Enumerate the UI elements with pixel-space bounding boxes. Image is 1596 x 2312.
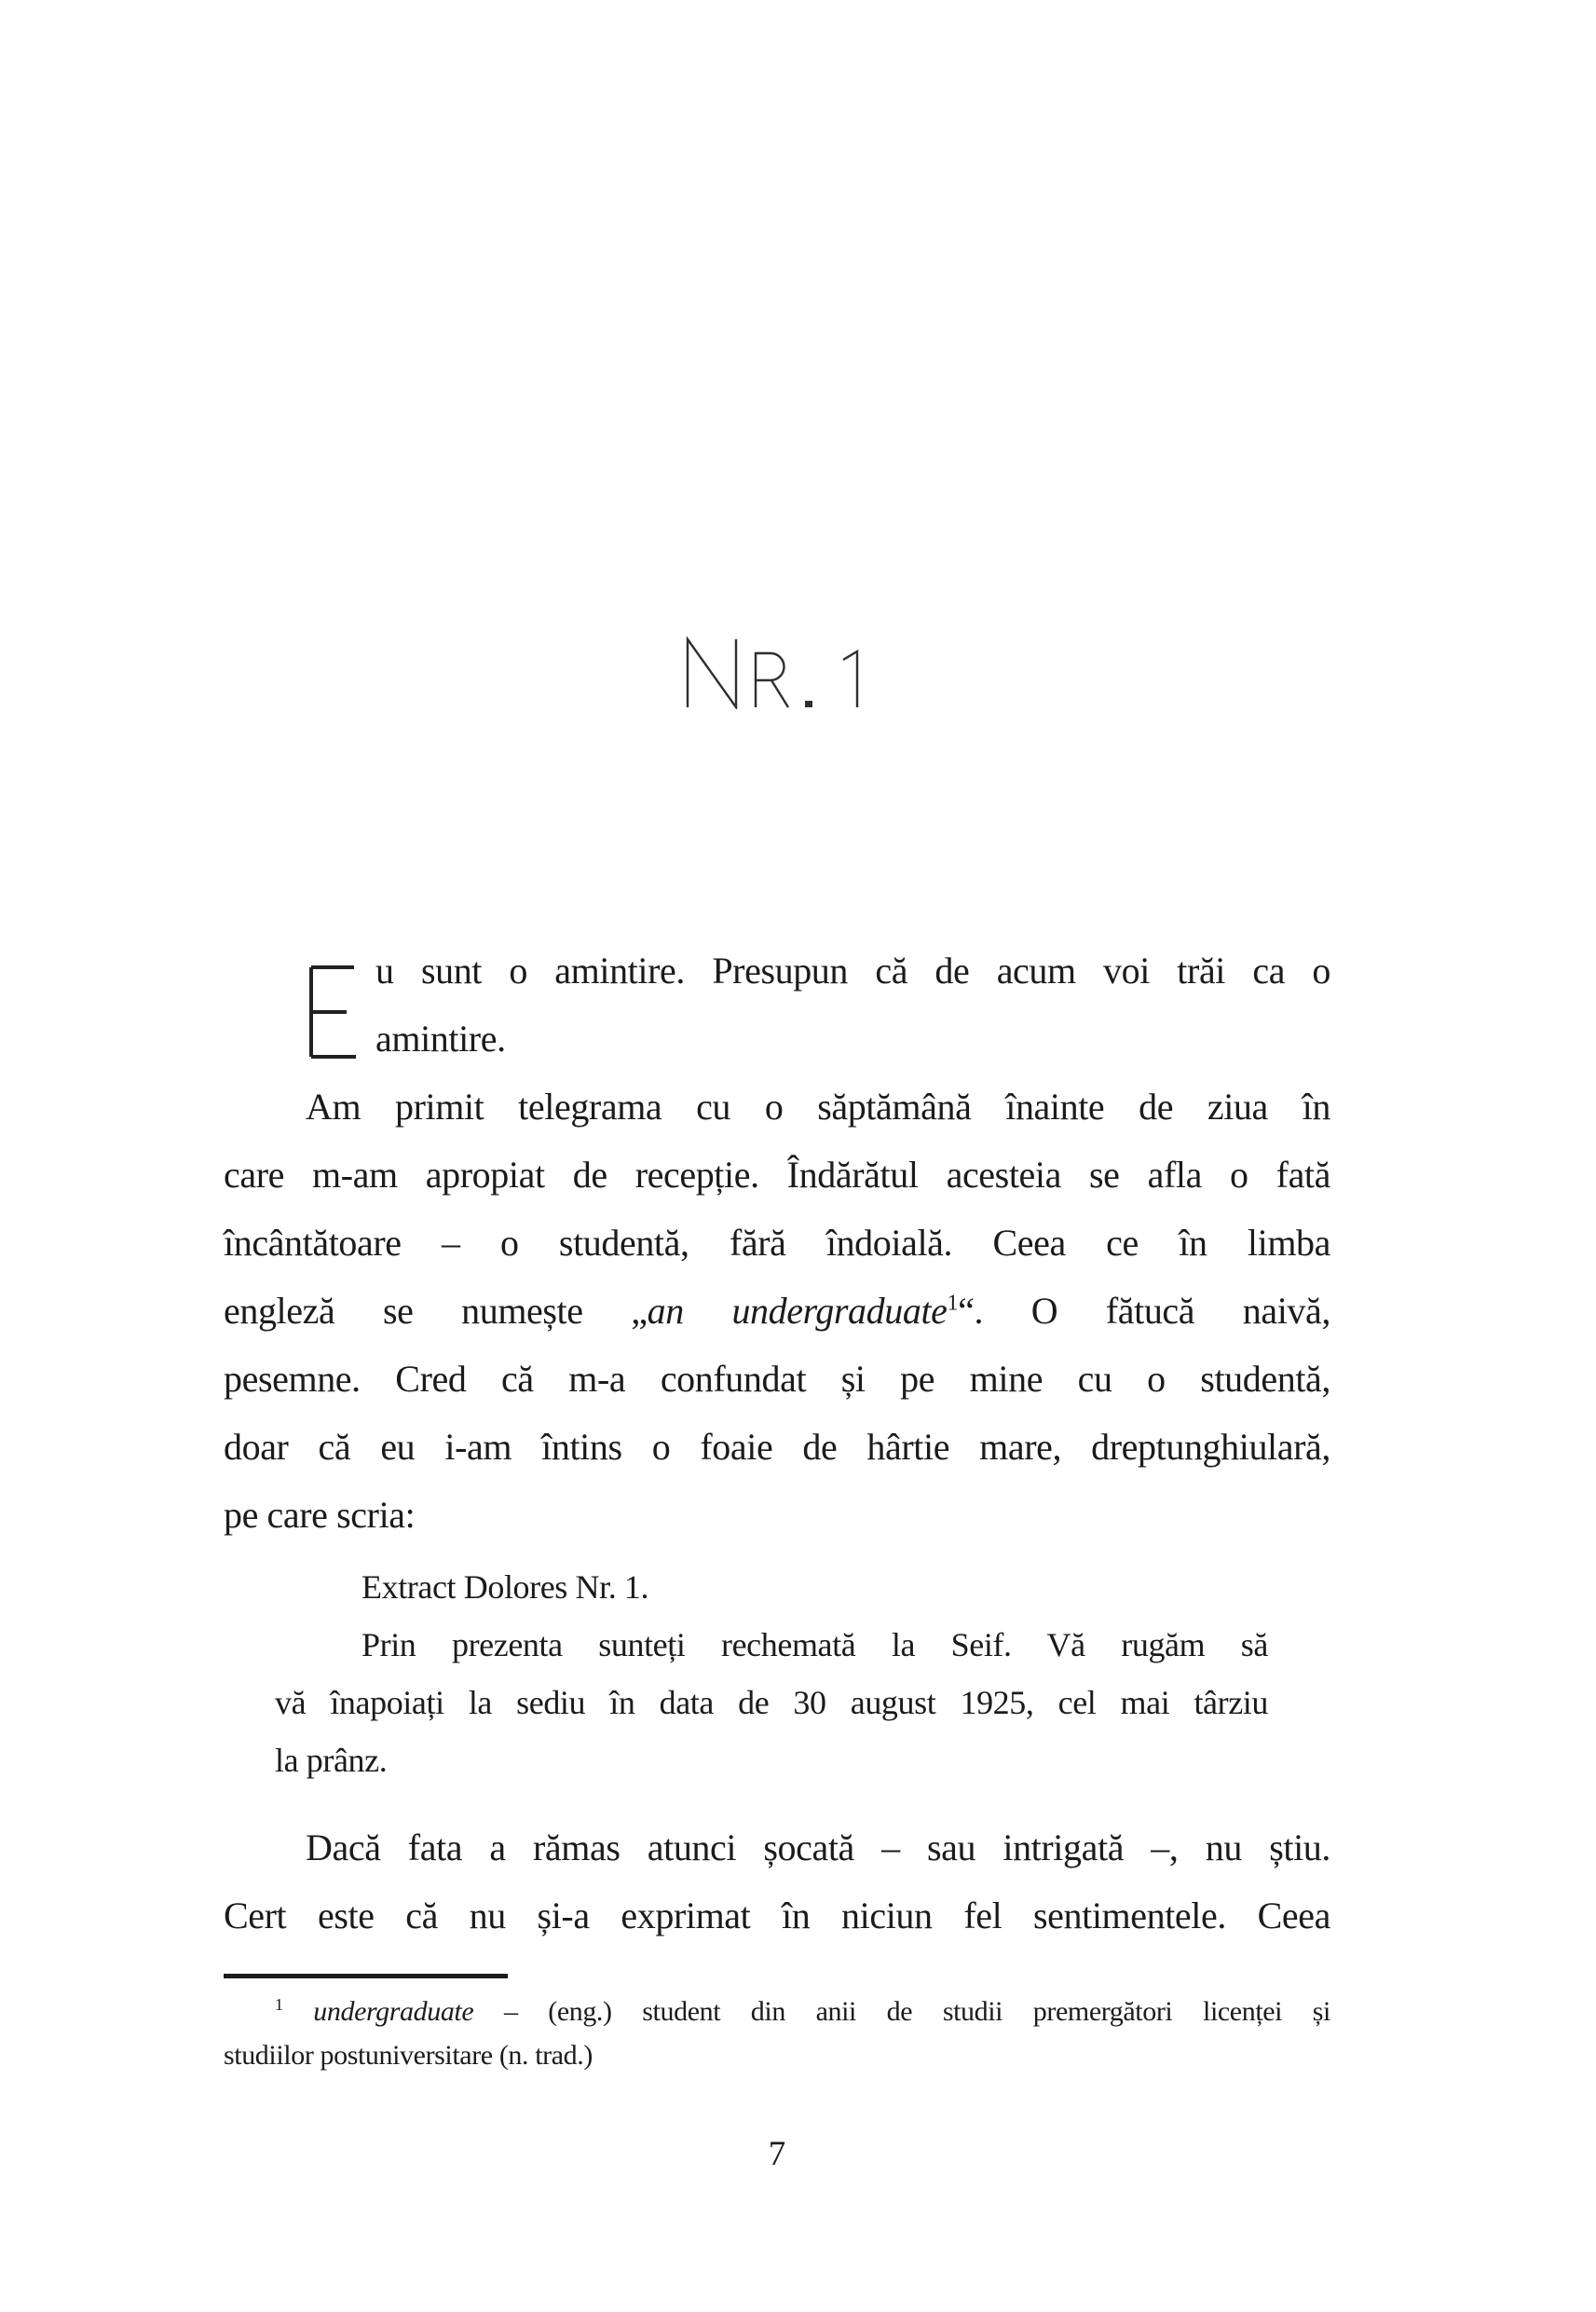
chapter-heading-glyphs — [685, 636, 862, 709]
body-line-italic — [224, 1277, 1330, 1345]
body-line: care m-am apropiat de recepție. Îndărătul acesteia se afla o fată — [224, 1154, 1330, 1196]
footnote-reference: 1 — [947, 1291, 959, 1316]
body-line: u sunt o amintire. Presupun că de acum voi trăi ca o — [375, 950, 1330, 992]
footnote-line: studiilor postuniversitare (n. trad.) — [224, 2040, 593, 2071]
body-line: pesemne. Cred că m-a confundat și pe mine cu o studentă, — [224, 1358, 1330, 1400]
footnote-term: undergraduate — [313, 1996, 474, 2027]
footnote-separator — [224, 1974, 508, 1978]
text-column — [224, 937, 1330, 2077]
footnote-line — [224, 1990, 1330, 2033]
italic-line-pre: engleză se numește „ — [224, 1290, 648, 1332]
telegram-quote — [275, 1558, 1268, 1789]
page-number: 7 — [768, 2135, 786, 2173]
quote-line: vă înapoiați la sediu în data de 30 august 1925, cel mai târziu — [275, 1684, 1268, 1721]
quote-line: la prânz. — [275, 1742, 388, 1779]
body-line: amintire. — [375, 1018, 506, 1060]
footnote — [224, 1990, 1330, 2077]
quote-line: Extract Dolores Nr. 1. — [361, 1568, 649, 1606]
italic-line-post: “. O fătucă naivă, — [958, 1290, 1330, 1332]
quote-line: Prin prezenta sunteți rechemată la Seif. Vă rugăm să — [361, 1626, 1268, 1663]
italic-term: an undergraduate — [647, 1290, 948, 1332]
body-line: pe care scria: — [224, 1494, 416, 1536]
paragraph-2 — [224, 1073, 1330, 1549]
footnote-text: – (eng.) student din anii de studii premergători licenței și — [473, 1996, 1330, 2027]
paragraph-opening — [224, 937, 1330, 1073]
body-line: doar că eu i-am întins o foaie de hârtie mare, dreptunghiulară, — [224, 1426, 1330, 1468]
paragraph-3 — [224, 1813, 1330, 1949]
body-line: încântătoare – o studentă, fără îndoială. Ceea ce în limba — [224, 1222, 1330, 1264]
body-line: Cert este că nu și-a exprimat în niciun fel sentimentele. Ceea — [224, 1895, 1330, 1936]
chapter-heading — [685, 636, 862, 709]
body-line: Am primit telegrama cu o săptămână înainte de ziua în — [306, 1086, 1330, 1128]
footnote-number: 1 — [275, 1995, 283, 2014]
body-line: Dacă fata a rămas atunci șocată – sau intrigată –, nu știu. — [306, 1826, 1330, 1868]
dropcap-E — [307, 965, 358, 1059]
